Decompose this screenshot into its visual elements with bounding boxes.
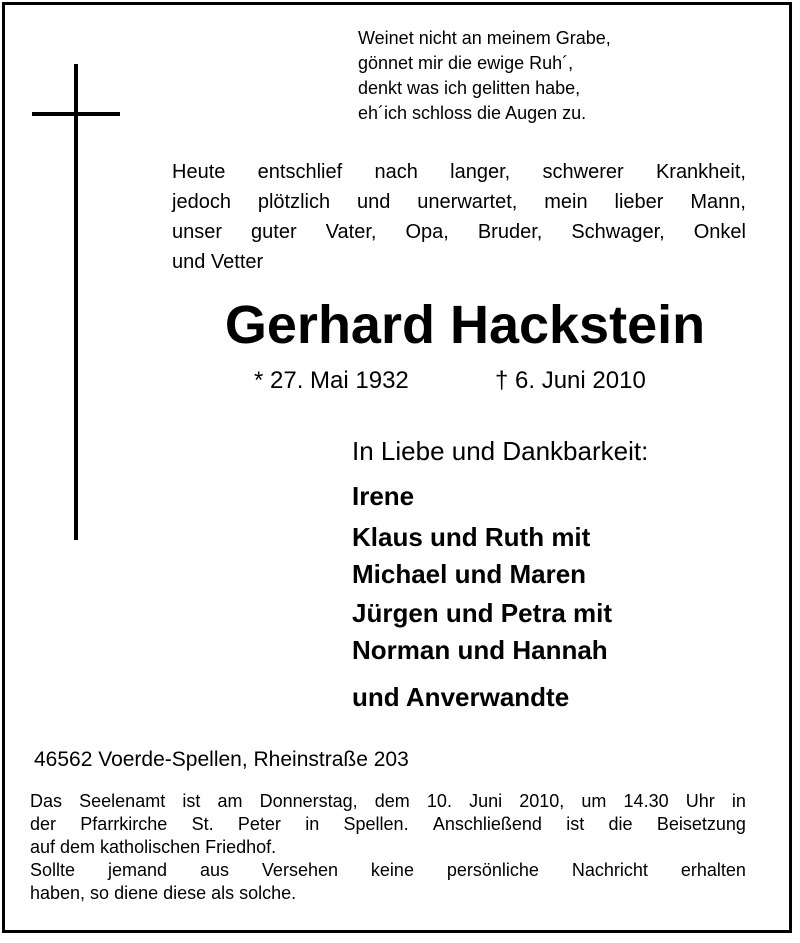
mourner-name: Irene [352, 481, 415, 511]
word: und [357, 191, 391, 213]
notice-line [30, 790, 746, 813]
word: langer, [450, 161, 511, 183]
word: in [731, 791, 746, 811]
notice-line [30, 813, 746, 836]
notice-line: haben, so diene diese als solche. [30, 883, 297, 903]
word: unerwartet, [417, 191, 518, 213]
mourner-name: Norman und Hannah [352, 635, 608, 665]
birth-date: * 27. Mai 1932 [254, 367, 409, 394]
relatives: und Anverwandte [352, 682, 570, 712]
intro-line [172, 217, 746, 247]
word: plötzlich [257, 191, 331, 213]
word: Spellen. [343, 814, 409, 834]
word: schwerer [542, 161, 624, 183]
word: ist [182, 791, 201, 811]
word: entschlief [257, 161, 343, 183]
word: lieber [614, 191, 664, 213]
word: erhalten [680, 860, 746, 880]
word: unser [172, 221, 223, 243]
word: der [30, 814, 57, 834]
poem-line: eh´ich schloss die Augen zu. [358, 103, 587, 123]
mourner-name: Klaus und Ruth mit [352, 522, 591, 552]
intro-text [172, 157, 746, 277]
word: die [608, 814, 633, 834]
word: mein [544, 191, 588, 213]
word: Juni [469, 791, 503, 811]
mourners-heading: In Liebe und Dankbarkeit: [352, 436, 649, 466]
mourner-name: Michael und Maren [352, 559, 587, 589]
word: Pfarrkirche [80, 814, 168, 834]
word: keine [370, 860, 414, 880]
word: um [581, 791, 607, 811]
word: Das [30, 791, 63, 811]
word: Uhr [685, 791, 715, 811]
word: Seelenamt [79, 791, 166, 811]
mourner-name: Jürgen und Petra mit [352, 598, 613, 628]
word: Bruder, [477, 221, 543, 243]
word: jedoch [172, 191, 231, 213]
word: Krankheit, [655, 161, 746, 183]
deceased-name: Gerhard Hackstein [224, 295, 706, 355]
service-notice [30, 790, 746, 905]
word: dem [374, 791, 410, 811]
word: Mann, [690, 191, 746, 213]
word: aus [199, 860, 229, 880]
word: 14.30 [623, 791, 669, 811]
word: in [305, 814, 320, 834]
death-date: † 6. Juni 2010 [495, 367, 646, 394]
poem [358, 26, 611, 126]
word: persönliche [446, 860, 539, 880]
word: Nachricht [571, 860, 648, 880]
word: Schwager, [571, 221, 665, 243]
word: 10. [426, 791, 452, 811]
word: Anschließend [432, 814, 542, 834]
word: ist [566, 814, 585, 834]
intro-line [172, 157, 746, 187]
word: nach [374, 161, 418, 183]
word: Onkel [693, 221, 746, 243]
word: Vater, [325, 221, 377, 243]
notice-line: auf dem katholischen Friedhof. [30, 837, 277, 857]
word: Versehen [261, 860, 338, 880]
poem-line: denkt was ich gelitten habe, [358, 78, 581, 98]
word: Beisetzung [656, 814, 746, 834]
word: Peter [237, 814, 281, 834]
word: 2010, [519, 791, 565, 811]
word: guter [251, 221, 297, 243]
notice-line [30, 859, 746, 882]
address: 46562 Voerde-Spellen, Rheinstraße 203 [34, 748, 409, 771]
word: Heute [172, 161, 226, 183]
word: St. [191, 814, 214, 834]
poem-line: Weinet nicht an meinem Grabe, [358, 28, 611, 48]
poem-line: gönnet mir die ewige Ruh´, [358, 53, 574, 73]
word: jemand [107, 860, 168, 880]
word: Donnerstag, [259, 791, 358, 811]
word: Opa, [405, 221, 449, 243]
word: am [217, 791, 243, 811]
intro-line [172, 187, 746, 217]
intro-line: und Vetter [172, 251, 264, 273]
word: Sollte [30, 860, 76, 880]
